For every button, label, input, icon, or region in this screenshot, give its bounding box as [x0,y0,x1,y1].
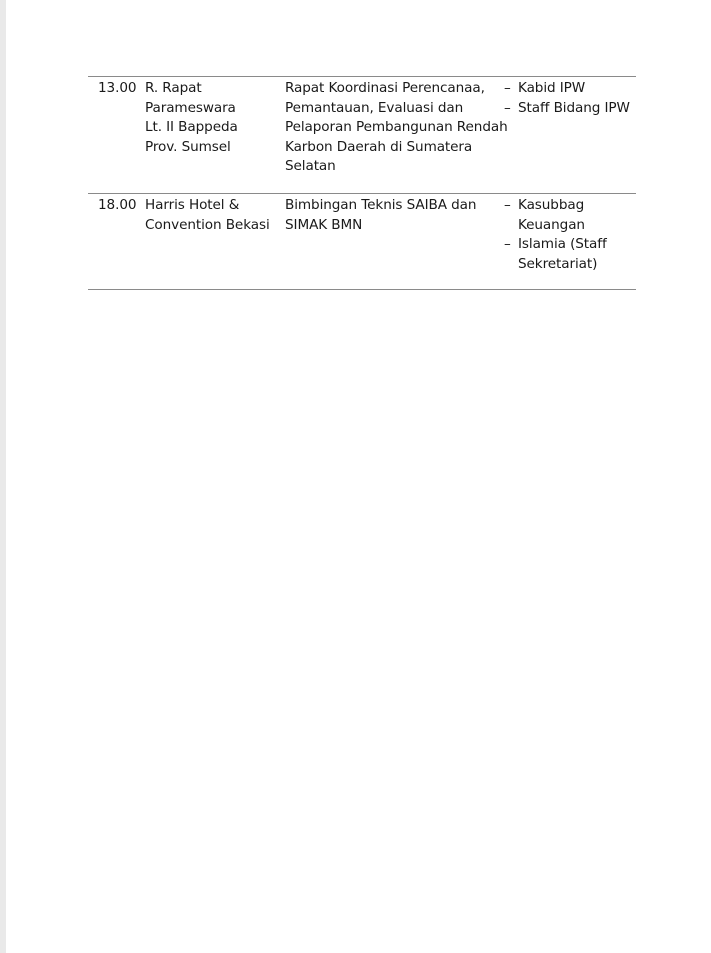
location-cell [145,79,283,157]
table-rule-bottom [88,289,636,290]
participant-line: Kasubbag [518,197,585,213]
event-line: SIMAK BMN [285,216,363,233]
table-row [88,194,636,289]
participant-line: Islamia (Staff [518,236,607,253]
participants-cell [504,196,640,274]
participants-cell [504,79,640,118]
participant-item [504,196,640,235]
event-line: Pemantauan, Evaluasi dan [285,99,464,116]
table-row [88,77,636,193]
participant-line: Kabid IPW [518,80,586,96]
participant-line: Sekretariat) [518,255,598,272]
list-dash: – [504,197,511,213]
location-line: R. Rapat [145,80,202,96]
list-dash: – [504,99,511,116]
time-cell: 13.00 [98,80,137,96]
event-line: Bimbingan Teknis SAIBA dan [285,197,477,213]
event-cell [285,79,508,177]
participant-line: Staff Bidang IPW [518,99,630,116]
location-line: Convention Bekasi [145,216,270,233]
event-line: Pelaporan Pembangunan Rendah [285,119,508,136]
list-dash: – [504,80,511,96]
document-page [6,0,711,953]
location-line: Prov. Sumsel [145,138,231,155]
participant-item [504,99,640,119]
participant-line: Keuangan [518,216,585,233]
location-cell [145,196,283,235]
event-line: Rapat Koordinasi Perencanaa, [285,80,485,96]
time-cell: 18.00 [98,197,137,213]
participant-item [504,235,640,274]
list-dash: – [504,236,511,253]
event-line: Karbon Daerah di Sumatera [285,138,473,155]
location-line: Harris Hotel & [145,197,240,213]
event-cell [285,196,497,235]
event-line: Selatan [285,158,336,175]
participant-item [504,79,640,99]
location-line: Parameswara [145,99,236,116]
location-line: Lt. II Bappeda [145,119,238,136]
schedule-table [88,76,636,290]
